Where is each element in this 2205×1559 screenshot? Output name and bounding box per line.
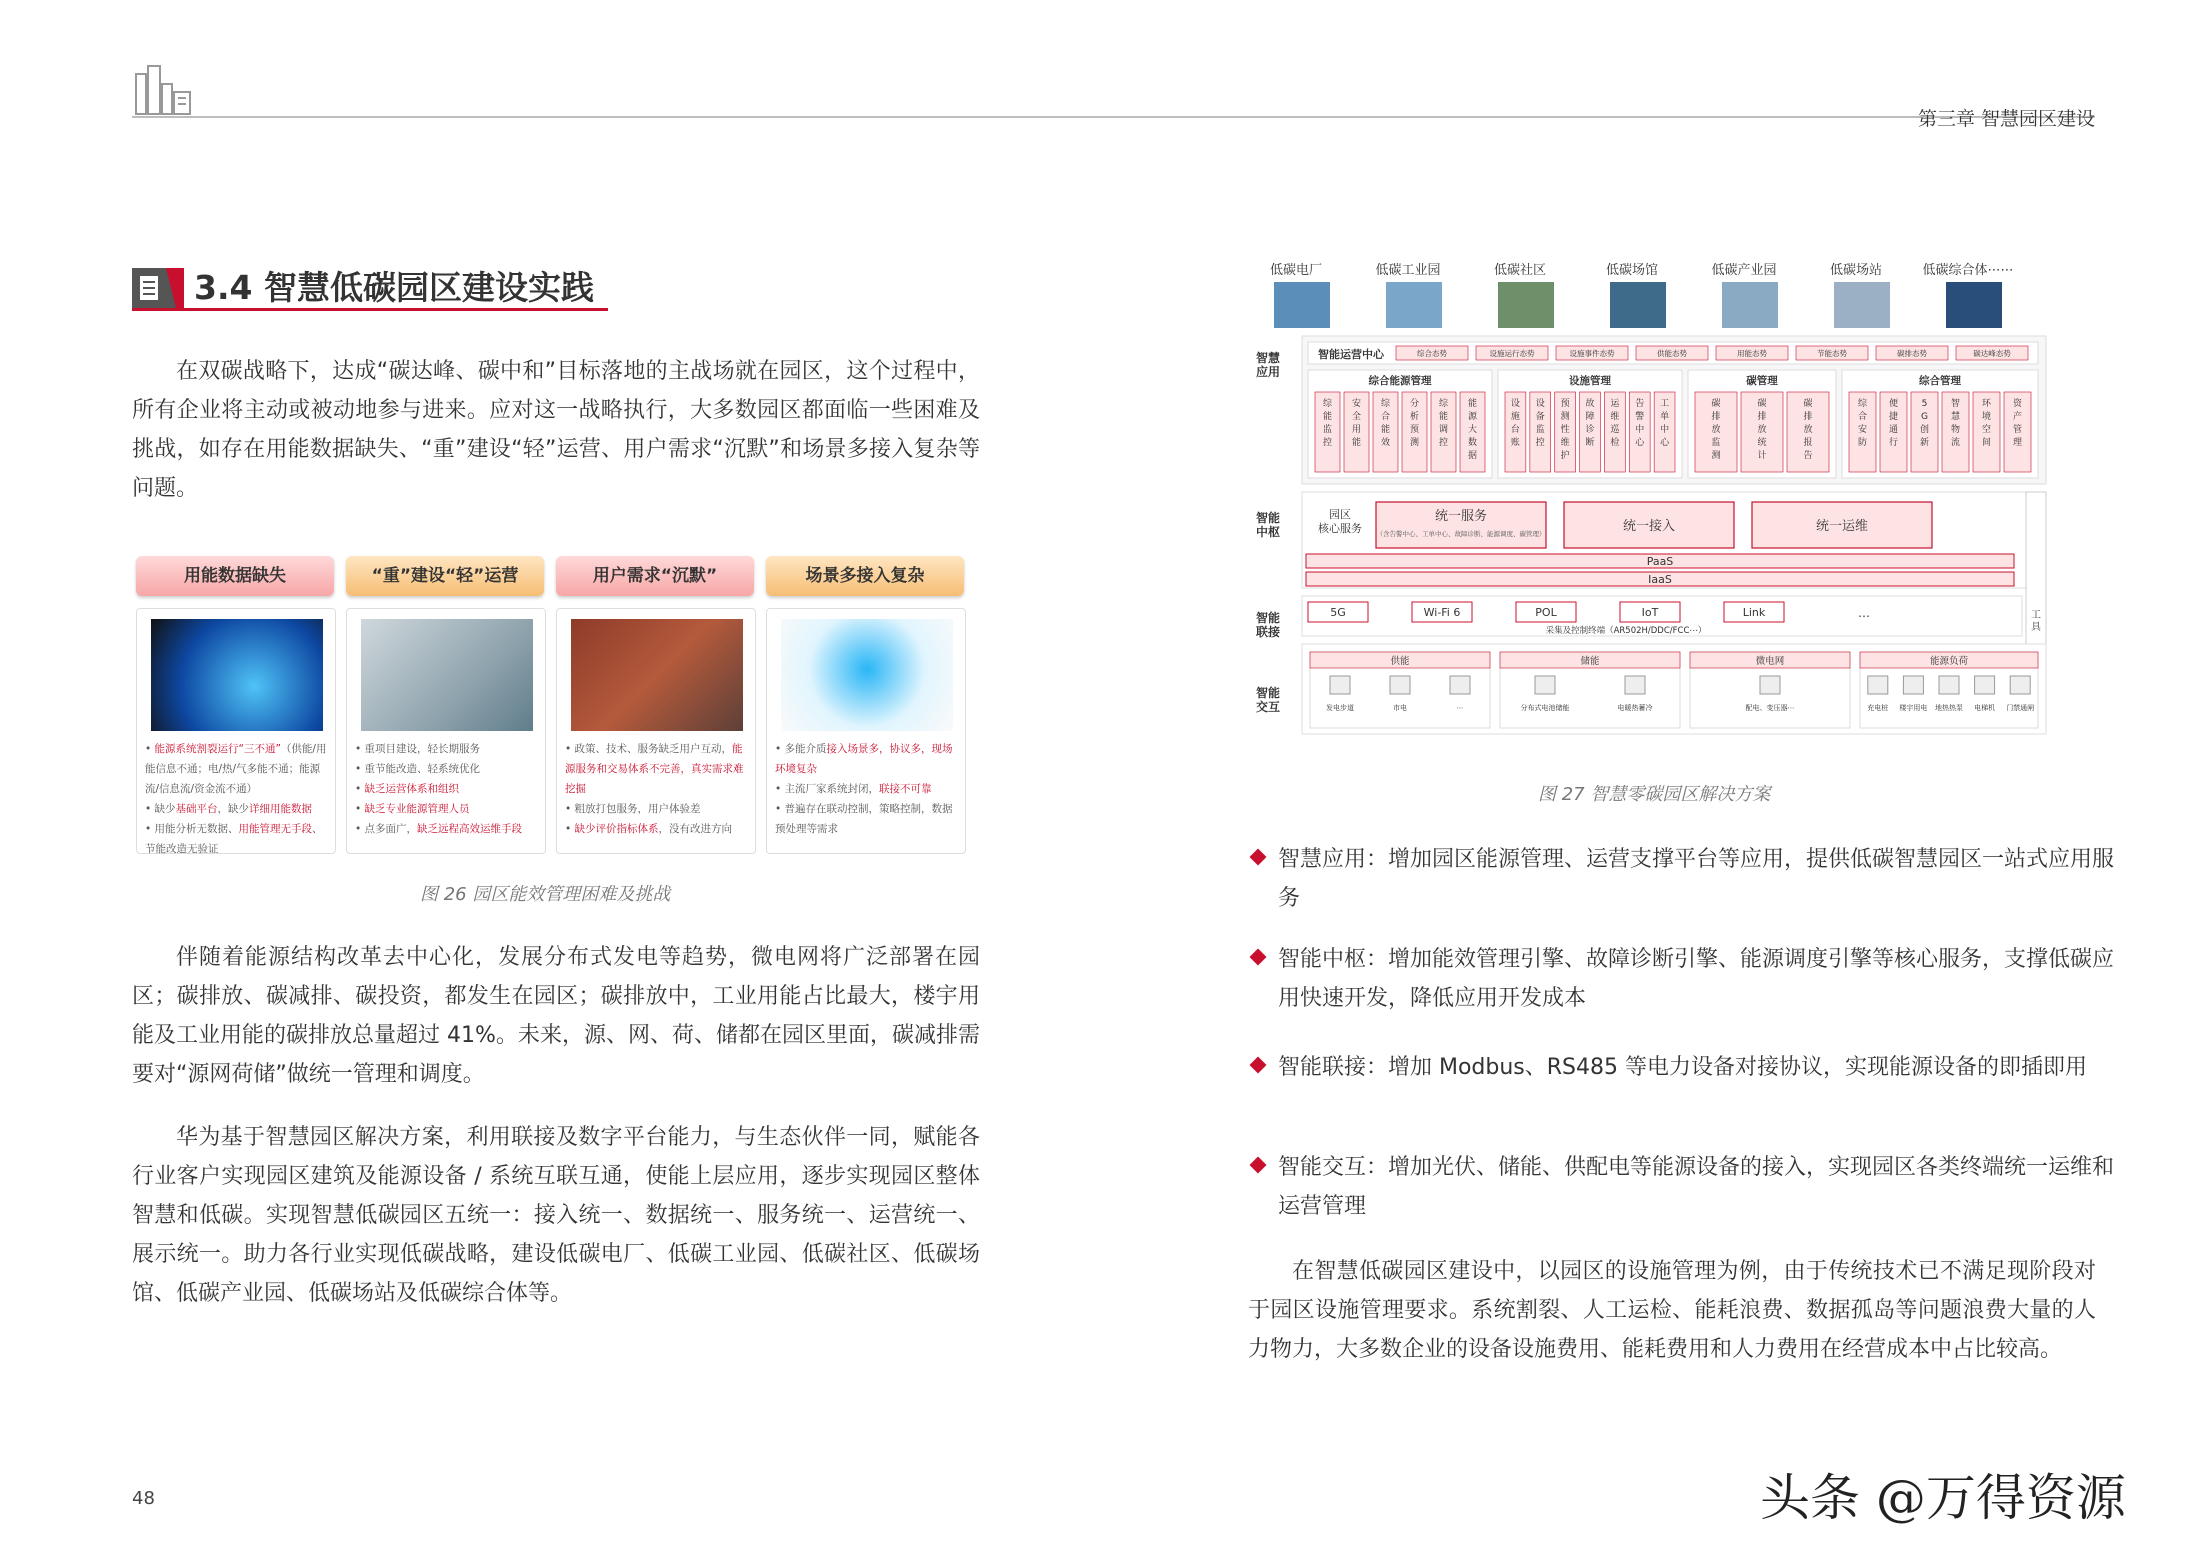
app-item-char: 能 bbox=[1351, 438, 1362, 448]
layer-label: 智能 bbox=[1255, 686, 1281, 700]
smart-zero-carbon-park-diagram bbox=[1246, 252, 2056, 752]
app-item-char: 护 bbox=[1560, 451, 1570, 461]
app-item-char: 环 bbox=[1981, 399, 1992, 409]
app-item-char: 放 bbox=[1711, 425, 1721, 435]
device-icon bbox=[1390, 676, 1410, 694]
app-item-char: 工 bbox=[1660, 399, 1670, 409]
scene-label: 低碳产业园 bbox=[1711, 263, 1777, 278]
app-item-char: 行 bbox=[1888, 438, 1899, 448]
tools-label: 工 bbox=[2031, 610, 2041, 621]
app-item-char: 能 bbox=[1467, 399, 1478, 409]
header-divider bbox=[132, 116, 2095, 118]
bullet-text: 智能中枢：增加能效管理引擎、故障诊断引擎、能源调度引擎等核心服务，支撑低碳应用快速开发，降低应用开发成本 bbox=[1278, 947, 2115, 1011]
challenge-point: • 缺乏专业能源管理人员 bbox=[355, 803, 470, 815]
hub-service-label: 统一服务 bbox=[1434, 509, 1488, 524]
app-item-char: 报 bbox=[1803, 438, 1813, 448]
app-item-char: 调 bbox=[1438, 425, 1449, 435]
app-item-char: 境 bbox=[1981, 412, 1992, 422]
app-item-char: 放 bbox=[1803, 425, 1813, 435]
challenge-description bbox=[565, 739, 751, 839]
app-item-char: 大 bbox=[1467, 425, 1478, 435]
app-item-char: 5 bbox=[1921, 399, 1928, 409]
bullet-text: 智慧应用：增加园区能源管理、运营支撑平台等应用，提供低碳智慧园区一站式应用服务 bbox=[1278, 847, 2115, 911]
app-item-char: 新 bbox=[1919, 438, 1930, 448]
paragraph-facility: 在智慧低碳园区建设中，以园区的设施管理为例，由于传统技术已不满足现阶段对于园区设施管理要求。系统割裂、人工运检、能耗浪费、数据孤岛等问题浪费大量的人力物力，大多数企业的设备设施费用、能耗费用和人力费用在经营成本中占比较高。 bbox=[1248, 1259, 2096, 1362]
device-label: 电梯机 bbox=[1974, 704, 1996, 712]
device-label: 充电桩 bbox=[1867, 704, 1889, 712]
device-label: 楼宇用电 bbox=[1899, 704, 1928, 712]
section-title: 3.4 智慧低碳园区建设实践 bbox=[194, 268, 594, 307]
tools-label: 具 bbox=[2031, 622, 2041, 633]
scene-photo bbox=[1834, 282, 1890, 328]
device-icon bbox=[1760, 676, 1780, 694]
app-item-char: 测 bbox=[1711, 451, 1721, 461]
app-item-char: 综 bbox=[1380, 399, 1391, 409]
app-item-char: 施 bbox=[1510, 412, 1520, 422]
device-label: 市电 bbox=[1393, 704, 1407, 712]
watermark-text: 头条 @万得资源 bbox=[1760, 1469, 2126, 1527]
connect-protocol-label: IoT bbox=[1641, 606, 1659, 619]
connect-protocol-label: Link bbox=[1742, 606, 1766, 619]
device-label: 分布式电池储能 bbox=[1520, 704, 1570, 712]
app-item-char: 合 bbox=[1380, 412, 1391, 422]
app-item-char: 控 bbox=[1322, 438, 1333, 448]
figure-27-caption: 图 27 智慧零碳园区解决方案 bbox=[1538, 784, 1771, 805]
app-item-char: 合 bbox=[1857, 412, 1868, 422]
ops-tag-label: 碳达峰态势 bbox=[1973, 349, 2011, 358]
challenge-title: “重”建设“轻”运营 bbox=[346, 556, 544, 596]
app-item-char: 资 bbox=[2012, 399, 2023, 409]
scene-photo bbox=[1386, 282, 1442, 328]
app-item-char: 账 bbox=[1510, 438, 1520, 448]
layer-label: 应用 bbox=[1255, 365, 1281, 379]
app-item-char: 碳 bbox=[1803, 399, 1813, 409]
layer-label: 联接 bbox=[1255, 625, 1281, 639]
interact-group-title: 储能 bbox=[1580, 656, 1600, 667]
ops-tag-label: 节能态势 bbox=[1817, 349, 1847, 358]
app-item-char: 巡 bbox=[1610, 425, 1620, 435]
challenge-card bbox=[556, 608, 756, 854]
collector-label: 采集及控制终端（AR502H/DDC/FCC⋯） bbox=[1545, 626, 1707, 636]
app-item-char: 综 bbox=[1857, 399, 1868, 409]
hub-core-label: 核心服务 bbox=[1318, 522, 1362, 535]
device-icon bbox=[1975, 676, 1995, 694]
challenge-description bbox=[355, 739, 541, 839]
app-item-char: 监 bbox=[1535, 425, 1545, 435]
app-group-title: 综合管理 bbox=[1919, 375, 1961, 387]
challenge-photo bbox=[781, 619, 953, 731]
device-label: 电暖热蓄冷 bbox=[1617, 704, 1653, 712]
app-item-char: 维 bbox=[1560, 438, 1570, 448]
app-item-char: G bbox=[1921, 412, 1928, 422]
app-item-char: 能 bbox=[1322, 412, 1333, 422]
app-item-char: 数 bbox=[1467, 438, 1478, 448]
diamond-bullet-icon bbox=[1250, 849, 1267, 866]
app-item-char: 障 bbox=[1585, 412, 1595, 422]
device-icon bbox=[1535, 676, 1555, 694]
paragraph-intro: 在双碳战略下，达成“碳达峰、碳中和”目标落地的主战场就在园区，这个过程中，所有企业将主动或被动地参与进来。应对这一战略执行，大多数园区都面临一些困难及挑战，如存在用能数据缺失、“重”建设“轻”运营、用户需求“沉默”和场景多接入复杂等问题。 bbox=[132, 359, 980, 501]
app-item-char: 设 bbox=[1535, 399, 1545, 409]
layer-label: 智能 bbox=[1255, 611, 1281, 625]
app-item-char: 创 bbox=[1919, 425, 1930, 435]
app-item-char: 故 bbox=[1585, 399, 1595, 409]
challenge-title: 场景多接入复杂 bbox=[766, 556, 964, 596]
app-item-char: 性 bbox=[1560, 425, 1570, 435]
connect-protocol-label: 5G bbox=[1330, 606, 1346, 619]
app-item-char: 控 bbox=[1535, 438, 1545, 448]
app-item-char: 管 bbox=[2012, 425, 2023, 435]
connect-protocol-label: POL bbox=[1535, 606, 1557, 619]
app-item-char: 心 bbox=[1635, 438, 1645, 448]
device-label: 发电步道 bbox=[1326, 704, 1354, 712]
app-item-char: 预 bbox=[1560, 399, 1570, 409]
challenge-point: • 粗放打包服务，用户体验差 bbox=[565, 803, 701, 815]
app-item-char: 诊 bbox=[1585, 425, 1595, 435]
challenge-point: • 重项目建设，轻长期服务 bbox=[355, 743, 481, 755]
interact-group-title: 供能 bbox=[1390, 656, 1410, 667]
ops-tag-label: 设施运行态势 bbox=[1489, 349, 1535, 358]
app-item-char: 综 bbox=[1438, 399, 1449, 409]
challenge-description bbox=[775, 739, 961, 839]
scene-photo bbox=[1274, 282, 1330, 328]
challenge-point: • 缺少基础平台，缺少详细用能数据 bbox=[145, 803, 313, 815]
app-item-char: 安 bbox=[1351, 399, 1362, 409]
app-item-char: 防 bbox=[1857, 438, 1868, 448]
app-item-char: 全 bbox=[1351, 412, 1362, 422]
app-item-char: 维 bbox=[1610, 412, 1620, 422]
app-item-char: 间 bbox=[1981, 438, 1992, 448]
diamond-bullet-icon bbox=[1250, 1057, 1267, 1074]
diamond-bullet-icon bbox=[1250, 949, 1267, 966]
app-item-char: 智 bbox=[1950, 399, 1961, 409]
device-label: 地热热泵 bbox=[1935, 704, 1963, 712]
ops-center-label: 智能运营中心 bbox=[1318, 348, 1384, 361]
challenge-description bbox=[145, 739, 331, 859]
hub-service-sub: （含告警中心、工单中心、故障诊断、能源调度、碳管理） bbox=[1376, 530, 1546, 538]
bullet-text: 智能联接：增加 Modbus、RS485 等电力设备对接协议，实现能源设备的即插即用 bbox=[1278, 1055, 2088, 1080]
challenge-point: • 缺少评价指标体系，没有改进方向 bbox=[565, 823, 733, 835]
challenge-point: • 政策、技术、服务缺乏用户互动，能源服务和交易体系不完善，真实需求难挖掘 bbox=[565, 743, 744, 795]
connect-ellipsis: ⋯ bbox=[1858, 609, 1870, 623]
interact-group-title: 能源负荷 bbox=[1929, 656, 1969, 667]
diamond-bullet-icon bbox=[1250, 1157, 1267, 1174]
app-item-char: 能 bbox=[1380, 425, 1391, 435]
scene-label: 低碳电厂 bbox=[1269, 263, 1323, 278]
challenge-photo bbox=[151, 619, 323, 731]
app-item-char: 放 bbox=[1757, 425, 1767, 435]
app-item-char: 中 bbox=[1660, 425, 1670, 435]
scene-label: 低碳场站 bbox=[1829, 263, 1883, 278]
ops-tag-label: 综合态势 bbox=[1417, 349, 1447, 358]
app-item-char: 源 bbox=[1467, 412, 1478, 422]
figure-26-caption: 图 26 园区能效管理困难及挑战 bbox=[420, 884, 671, 905]
device-icon bbox=[1330, 676, 1350, 694]
section-title-underline bbox=[132, 308, 608, 311]
scene-label: 低碳场馆 bbox=[1605, 263, 1659, 278]
app-item-char: 告 bbox=[1635, 399, 1645, 409]
app-item-char: 效 bbox=[1380, 438, 1391, 448]
challenge-card bbox=[136, 608, 336, 854]
app-item-char: 测 bbox=[1560, 412, 1570, 422]
device-icon bbox=[1903, 676, 1923, 694]
app-item-char: 设 bbox=[1510, 399, 1520, 409]
layer-label: 智能 bbox=[1255, 511, 1281, 525]
app-item-char: 排 bbox=[1711, 412, 1721, 422]
hub-core-label: 园区 bbox=[1329, 508, 1351, 521]
app-item-char: 通 bbox=[1888, 425, 1899, 435]
paragraph-microgrid: 伴随着能源结构改革去中心化，发展分布式发电等趋势，微电网将广泛部署在园区；碳排放、碳减排、碳投资，都发生在园区；碳排放中，工业用能占比最大，楼宇用能及工业用能的碳排放总量超过 41%。未来，源、网、荷、储都在园区里面，碳减排需要对“源网荷储”做统一管理和调度。 bbox=[132, 945, 980, 1087]
layer-label: 智慧 bbox=[1255, 351, 1281, 365]
app-item-char: 运 bbox=[1610, 399, 1620, 409]
bullet-smart-hub bbox=[1248, 940, 2118, 1018]
app-item-char: 碳 bbox=[1711, 399, 1721, 409]
challenge-title: 用户需求“沉默” bbox=[556, 556, 754, 596]
device-icon bbox=[2010, 676, 2030, 694]
challenge-point: • 普遍存在联动控制，策略控制，数据预处理等需求 bbox=[775, 803, 953, 835]
app-item-char: 流 bbox=[1950, 438, 1961, 448]
app-item-char: 慧 bbox=[1950, 412, 1961, 422]
app-item-char: 警 bbox=[1635, 412, 1645, 422]
device-icon bbox=[1625, 676, 1645, 694]
app-item-char: 据 bbox=[1467, 451, 1478, 461]
bullet-smart-connect bbox=[1248, 1048, 2118, 1087]
bullet-text: 智能交互：增加光伏、储能、供配电等能源设备的接入，实现园区各类终端统一运维和运营管理 bbox=[1278, 1155, 2115, 1219]
app-item-char: 安 bbox=[1857, 425, 1868, 435]
app-item-char: 析 bbox=[1409, 412, 1420, 422]
bullet-smart-app bbox=[1248, 840, 2118, 918]
app-item-char: 计 bbox=[1757, 451, 1767, 461]
scene-photo bbox=[1498, 282, 1554, 328]
scene-label: 低碳社区 bbox=[1493, 263, 1547, 278]
app-item-char: 断 bbox=[1585, 438, 1595, 448]
layer-label: 交互 bbox=[1255, 700, 1281, 714]
app-item-char: 排 bbox=[1757, 412, 1767, 422]
chapter-title: 第三章 智慧园区建设 bbox=[1917, 108, 2095, 130]
scene-photo bbox=[1722, 282, 1778, 328]
app-item-char: 告 bbox=[1803, 451, 1813, 461]
hub-service-label: 统一接入 bbox=[1622, 519, 1676, 534]
app-item-char: 测 bbox=[1409, 438, 1420, 448]
app-group-title: 设施管理 bbox=[1569, 375, 1611, 387]
device-label: 门禁通闸 bbox=[2006, 704, 2035, 712]
layer-label: 中枢 bbox=[1255, 525, 1281, 539]
app-item-char: 排 bbox=[1803, 412, 1813, 422]
app-item-char: 捷 bbox=[1888, 412, 1899, 422]
app-item-char: 监 bbox=[1711, 438, 1721, 448]
challenge-photo bbox=[361, 619, 533, 731]
challenge-point: • 主流厂家系统封闭，联接不可靠 bbox=[775, 783, 932, 795]
device-label: 配电、变压器⋯ bbox=[1745, 704, 1795, 712]
paragraph-huawei: 华为基于智慧园区解决方案，利用联接及数字平台能力，与生态伙伴一同，赋能各行业客户实现园区建筑及能源设备 / 系统互联互通，使能上层应用，逐步实现园区整体智慧和低碳。实现智慧低碳园区五统一：接入统一、数据统一、服务统一、运营统一、展示统一。助力各行业实现低碳战略，建设低碳电厂、低碳工业园、低碳社区、低碳场馆、低碳产业园、低碳场站及低碳综合体等。 bbox=[132, 1125, 980, 1306]
app-item-char: 用 bbox=[1351, 425, 1362, 435]
challenge-title: 用能数据缺失 bbox=[136, 556, 334, 596]
scene-photo bbox=[1610, 282, 1666, 328]
bullet-smart-interact bbox=[1248, 1148, 2118, 1226]
device-icon bbox=[1450, 676, 1470, 694]
ops-tag-label: 碳排态势 bbox=[1897, 349, 1927, 358]
app-item-char: 物 bbox=[1950, 425, 1961, 435]
page-number: 48 bbox=[132, 1488, 155, 1509]
app-item-char: 监 bbox=[1322, 425, 1333, 435]
app-item-char: 分 bbox=[1409, 399, 1420, 409]
app-item-char: 综 bbox=[1322, 399, 1333, 409]
app-item-char: 理 bbox=[2012, 438, 2023, 448]
device-icon bbox=[1939, 676, 1959, 694]
ops-tag-label: 供能态势 bbox=[1657, 349, 1687, 358]
app-item-char: 单 bbox=[1660, 412, 1670, 422]
paas-label: PaaS bbox=[1646, 555, 1674, 568]
scene-label: 低碳工业园 bbox=[1375, 263, 1441, 278]
app-item-char: 控 bbox=[1438, 438, 1449, 448]
app-item-char: 备 bbox=[1535, 412, 1545, 422]
app-item-char: 产 bbox=[2012, 412, 2023, 422]
scene-photo bbox=[1946, 282, 2002, 328]
challenge-card bbox=[766, 608, 966, 854]
challenge-point: • 用能分析无数据、用能管理无手段、节能改造无验证 bbox=[145, 823, 323, 855]
challenge-photo bbox=[571, 619, 743, 731]
building-logo-icon bbox=[134, 64, 194, 116]
app-item-char: 台 bbox=[1510, 425, 1520, 435]
app-item-char: 预 bbox=[1409, 425, 1420, 435]
app-item-char: 中 bbox=[1635, 425, 1645, 435]
document-icon bbox=[132, 268, 184, 308]
scene-label: 低碳综合体⋯⋯ bbox=[1922, 263, 2014, 278]
connect-protocol-label: Wi-Fi 6 bbox=[1423, 606, 1461, 619]
iaas-label: IaaS bbox=[1648, 573, 1672, 586]
challenge-point: • 多能介质接入场景多，协议多，现场环境复杂 bbox=[775, 743, 953, 775]
challenge-point: • 重节能改造、轻系统优化 bbox=[355, 763, 481, 775]
challenge-point: • 能源系统割裂运行“三不通”（供能/用能信息不通；电/热/气多能不通；能源流/信息流/资金流不通） bbox=[145, 743, 327, 795]
app-item-char: 碳 bbox=[1757, 399, 1767, 409]
hub-service-label: 统一运维 bbox=[1815, 519, 1869, 534]
app-item-char: 便 bbox=[1888, 399, 1899, 409]
ops-tag-label: 设施事件态势 bbox=[1569, 349, 1615, 358]
device-label: ⋯ bbox=[1456, 704, 1464, 712]
app-item-char: 能 bbox=[1438, 412, 1449, 422]
challenge-point: • 点多面广，缺乏远程高效运维手段 bbox=[355, 823, 523, 835]
challenge-point: • 缺乏运营体系和组织 bbox=[355, 783, 460, 795]
app-item-char: 空 bbox=[1981, 425, 1992, 435]
challenges-figure bbox=[136, 556, 968, 856]
interact-group-title: 微电网 bbox=[1755, 656, 1785, 667]
app-group-title: 综合能源管理 bbox=[1368, 375, 1432, 387]
app-item-char: 检 bbox=[1610, 438, 1620, 448]
app-group-title: 碳管理 bbox=[1746, 375, 1778, 387]
ops-tag-label: 用能态势 bbox=[1737, 349, 1767, 358]
app-item-char: 心 bbox=[1660, 438, 1670, 448]
app-item-char: 统 bbox=[1757, 438, 1767, 448]
challenge-card bbox=[346, 608, 546, 854]
device-icon bbox=[1868, 676, 1888, 694]
